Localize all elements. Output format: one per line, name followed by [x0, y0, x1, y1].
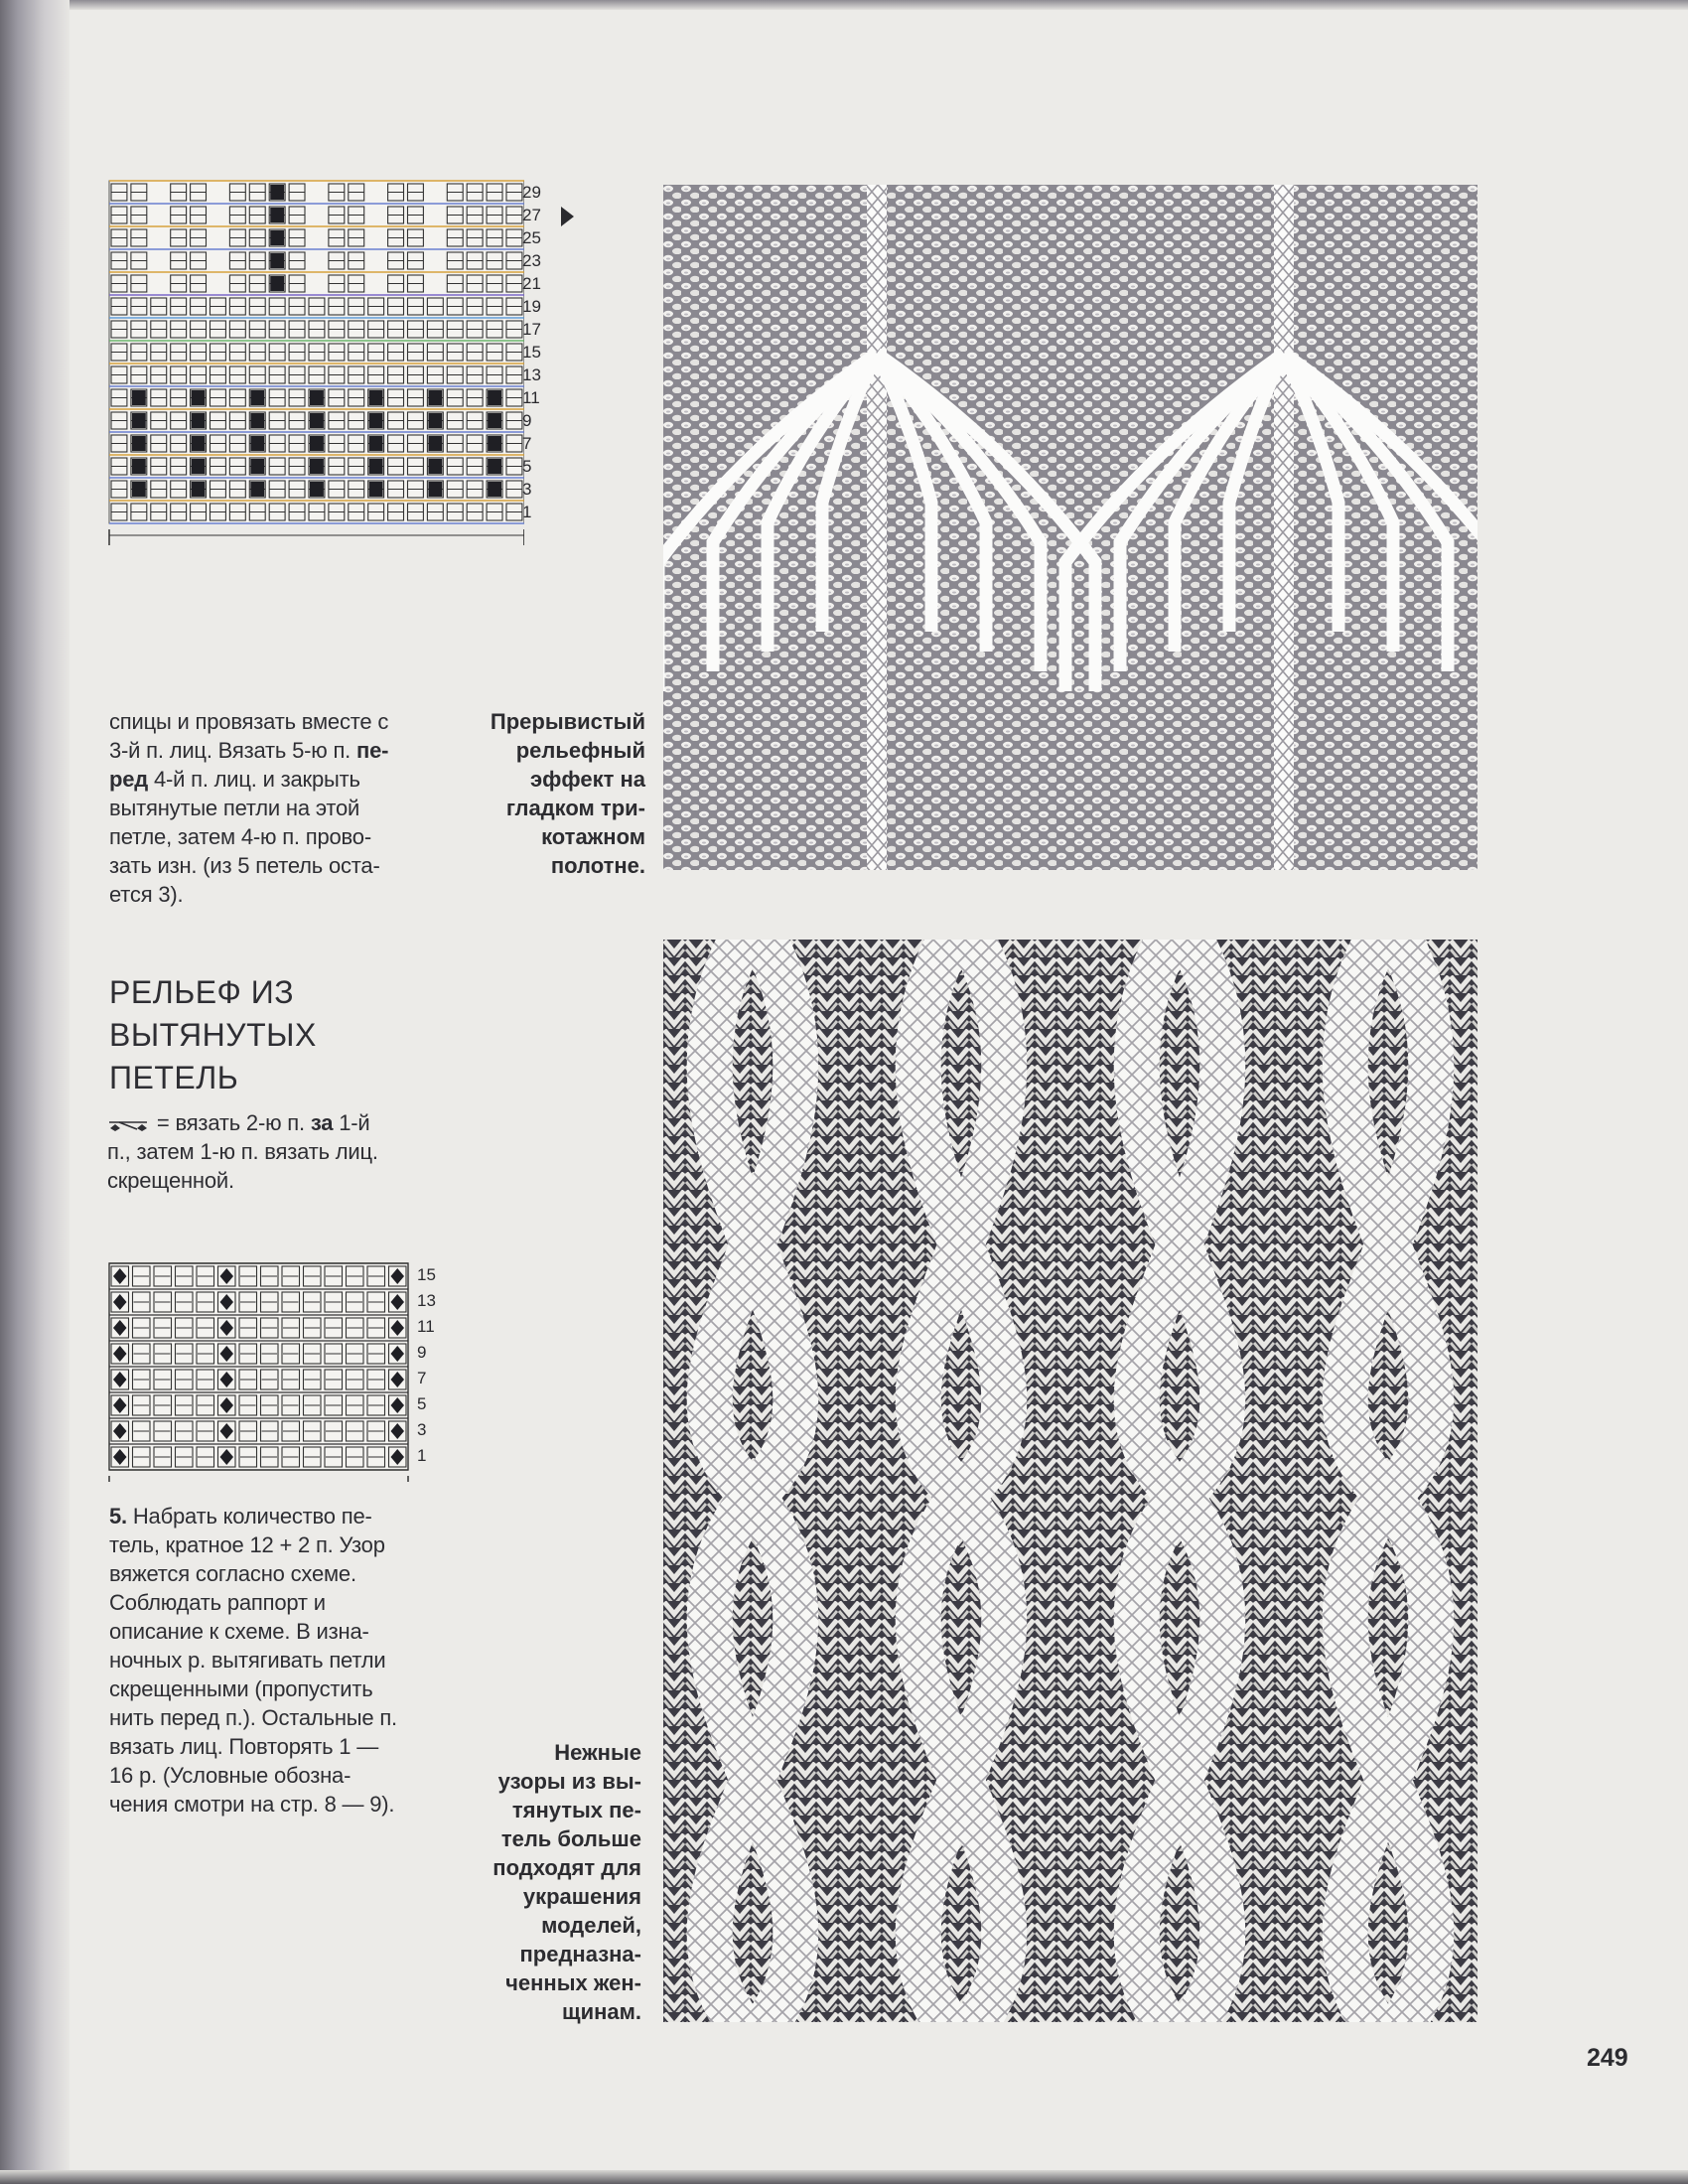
knitting-chart-1 [107, 179, 524, 576]
text-line: 3-й п. лиц. Вязать 5-ю п. пе- [109, 738, 389, 763]
row-number: 1 [522, 503, 532, 521]
purl-cell [488, 459, 501, 474]
text-line: вытянутые петли на этой [109, 796, 360, 820]
purl-cell [250, 390, 264, 405]
row-number: 9 [522, 411, 532, 430]
purl-cell [132, 482, 146, 497]
row-number: 3 [522, 480, 532, 499]
instructions-text-1 [109, 707, 423, 909]
text-line: петле, затем 4-ю п. прово- [109, 824, 371, 849]
central-rib [1274, 185, 1294, 870]
purl-cell [369, 482, 383, 497]
purl-cell [310, 436, 324, 451]
purl-cell [369, 390, 383, 405]
text-line: ется 3). [109, 882, 184, 907]
purl-cell [132, 459, 146, 474]
page-bottom-edge [0, 2170, 1688, 2184]
row-number: 7 [417, 1369, 427, 1387]
purl-cell [488, 482, 501, 497]
chart-2-grid [107, 1261, 415, 1482]
purl-cell [250, 413, 264, 428]
purl-cell [132, 413, 146, 428]
row-number: 19 [522, 297, 541, 316]
instructions-text-2: 5. Набрать количество пе- тель, кратное 12 + 2 п. Узор вяжется согласно схеме. Соблюдать раппорт и описание к схеме. В изна- ночных р. вытягивать петли скрещенными (пропустить нить перед п.). Остальные п. вязать лиц. Повторять 1 — 16 р. (Условные обозна- чения смотри на стр. 8 — 9). [109, 1504, 397, 1817]
purl-cell [310, 413, 324, 428]
purl-cell [192, 390, 206, 405]
knit-sample-photo-2 [663, 940, 1477, 2022]
purl-cell [428, 482, 442, 497]
row-number: 11 [522, 388, 540, 407]
purl-cell [488, 413, 501, 428]
photo-caption-1: Прерывистый рельефный эффект на гладком три- котажном полотне. [490, 709, 645, 878]
purl-cell [310, 390, 324, 405]
purl-cell [132, 390, 146, 405]
purl-cell [192, 459, 206, 474]
purl-cell [192, 413, 206, 428]
row-number: 7 [522, 434, 532, 453]
row-number: 29 [522, 183, 541, 202]
purl-cell [428, 413, 442, 428]
section-heading: РЕЛЬЕФ ИЗ ВЫТЯНУТЫХ ПЕТЕЛЬ [109, 974, 317, 1095]
row-number: 9 [417, 1343, 427, 1362]
purl-cell [310, 459, 324, 474]
photo-caption-2: Нежные узоры из вы- тянутых пе- тель больше подходят для украшения моделей, предназна- ченных жен- щинам. [492, 1740, 641, 2024]
purl-cell [488, 436, 501, 451]
row-number: 21 [522, 274, 541, 293]
row-number: 17 [522, 320, 541, 339]
purl-cell [310, 482, 324, 497]
purl-cell [250, 482, 264, 497]
purl-cell [192, 436, 206, 451]
knit-texture-image [663, 185, 1477, 870]
knit-sample-photo-1 [663, 185, 1477, 870]
row-number: 11 [417, 1317, 435, 1336]
purl-cell [270, 253, 284, 268]
page-top-edge [70, 0, 1688, 10]
purl-cell [192, 482, 206, 497]
purl-cell [270, 230, 284, 245]
row-number: 5 [522, 457, 532, 476]
purl-cell [270, 208, 284, 222]
purl-cell [250, 459, 264, 474]
row-number: 1 [417, 1446, 427, 1465]
cable-texture-image [663, 940, 1477, 2022]
purl-cell [428, 459, 442, 474]
cross-stitch-symbol-icon [107, 1116, 151, 1132]
page-number: 249 [1587, 2044, 1628, 2072]
purl-cell [270, 185, 284, 200]
row-number: 27 [522, 206, 541, 224]
purl-cell [369, 459, 383, 474]
repeat-arrow-icon [561, 207, 574, 226]
text-line: спицы и провязать вместе с [109, 709, 389, 734]
text-line: зать изн. (из 5 петель оста- [109, 853, 380, 878]
purl-cell [428, 390, 442, 405]
text-line: ред 4-й п. лиц. и закрыть [109, 767, 360, 792]
row-number: 15 [522, 343, 541, 362]
book-spine-shadow [0, 0, 70, 2184]
row-number: 13 [522, 365, 541, 384]
central-rib [867, 185, 887, 870]
purl-cell [428, 436, 442, 451]
purl-cell [488, 390, 501, 405]
purl-cell [369, 436, 383, 451]
knitting-chart-2 [107, 1261, 415, 1482]
chart-1-grid [107, 179, 524, 576]
row-number: 15 [417, 1265, 436, 1284]
row-number: 3 [417, 1420, 427, 1439]
purl-cell [250, 436, 264, 451]
purl-cell [132, 436, 146, 451]
row-number: 23 [522, 251, 541, 270]
row-number: 13 [417, 1291, 436, 1310]
row-number: 5 [417, 1394, 427, 1413]
symbol-legend: = вязать 2-ю п. за 1-й п., затем 1-ю п. вязать лиц. скрещенной. [107, 1110, 378, 1193]
row-number: 25 [522, 228, 541, 247]
purl-cell [270, 276, 284, 291]
purl-cell [369, 413, 383, 428]
